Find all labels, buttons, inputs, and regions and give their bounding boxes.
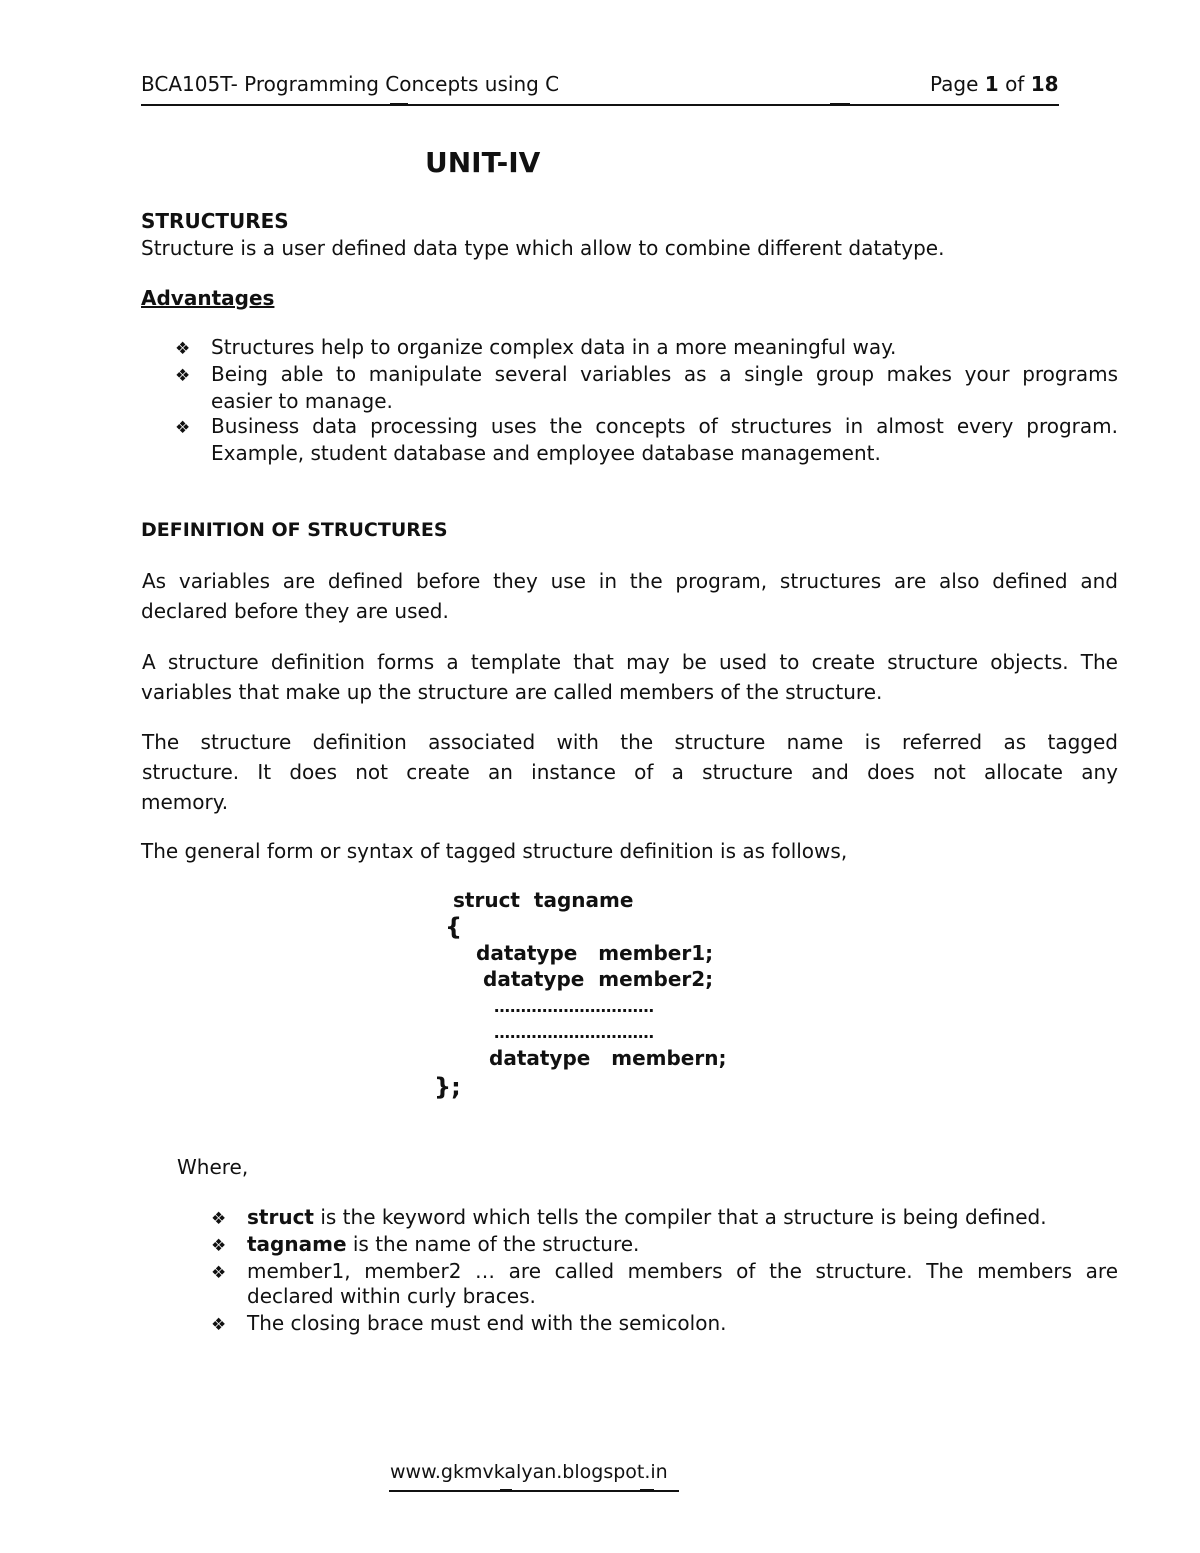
definition-para2-line2: variables that make up the structure are called members of the structure. — [141, 680, 883, 704]
header-rule — [141, 104, 1059, 106]
code-line-ellipsis-2: ………………………… — [494, 1023, 654, 1042]
diamond-bullet-icon: ❖ — [175, 418, 191, 438]
header-rule-accent-left — [390, 103, 408, 106]
diamond-bullet-icon: ❖ — [211, 1315, 227, 1335]
code-line-member1: datatype member1; — [476, 941, 714, 965]
advantage-item-3-cont: Example, student database and employee database management. — [211, 441, 881, 465]
code-line-struct: struct tagname — [453, 888, 634, 912]
definition-para3-line1: The structure definition associated with the structure name is referred as tagged — [142, 730, 1118, 754]
diamond-bullet-icon: ❖ — [175, 339, 191, 359]
where-label: Where, — [177, 1155, 249, 1179]
diamond-bullet-icon: ❖ — [211, 1236, 227, 1256]
definition-heading: DEFINITION OF STRUCTURES — [141, 519, 448, 541]
definition-para1-line1: As variables are defined before they use in the program, structures are also defined and — [142, 569, 1118, 593]
total-pages: 18 — [1030, 72, 1059, 96]
where-item-3: member1, member2 … are called members of the structure. The members are — [247, 1259, 1118, 1283]
definition-para2-line1: A structure definition forms a template that may be used to create structure objects. The — [142, 650, 1118, 674]
diamond-bullet-icon: ❖ — [211, 1263, 227, 1283]
header-course-title: BCA105T- Programming Concepts using C — [141, 72, 560, 96]
footer-rule — [389, 1490, 679, 1492]
where-item-4: The closing brace must end with the semicolon. — [247, 1311, 727, 1335]
code-line-ellipsis-1: ………………………… — [494, 997, 654, 1016]
header-rule-accent-right — [830, 103, 850, 106]
where-item-1 — [247, 1203, 1047, 1231]
unit-title: UNIT-IV — [425, 146, 541, 179]
footer-url[interactable]: www.gkmvkalyan.blogspot.in — [390, 1461, 668, 1483]
advantage-item-2-cont: easier to manage. — [211, 389, 393, 413]
code-line-member2: datatype member2; — [483, 967, 714, 991]
page-number: 1 — [984, 72, 999, 96]
diamond-bullet-icon: ❖ — [175, 366, 191, 386]
advantage-item-3: Business data processing uses the concepts of structures in almost every program. — [211, 414, 1118, 438]
structures-heading: STRUCTURES — [141, 209, 289, 233]
footer-rule-accent-right — [640, 1489, 654, 1492]
advantage-item-1: Structures help to organize complex data in a more meaningful way. — [211, 335, 897, 359]
code-line-open-brace: { — [445, 913, 463, 941]
definition-para1-line2: declared before they are used. — [141, 599, 449, 623]
header-page-indicator — [930, 71, 1059, 97]
where-item-2-term: tagname — [247, 1232, 347, 1256]
where-item-1-text: is the keyword which tells the compiler that a structure is being defined. — [313, 1205, 1047, 1229]
where-item-1-term: struct — [247, 1205, 314, 1229]
structures-intro: Structure is a user defined data type which allow to combine different datatype. — [141, 236, 945, 260]
definition-para3-line2: structure. It does not create an instance of a structure and does not allocate any — [142, 760, 1118, 784]
footer-rule-accent-left — [500, 1489, 512, 1492]
code-line-membern: datatype membern; — [489, 1046, 727, 1070]
of-label: of — [1005, 72, 1025, 96]
code-line-close-brace: }; — [434, 1073, 461, 1101]
where-item-2 — [247, 1230, 639, 1258]
where-item-3-cont: declared within curly braces. — [247, 1284, 536, 1308]
where-item-2-text: is the name of the structure. — [346, 1232, 640, 1256]
definition-para3-line3: memory. — [141, 790, 229, 814]
advantages-heading: Advantages — [141, 286, 275, 310]
advantage-item-2: Being able to manipulate several variables as a single group makes your programs — [211, 362, 1118, 386]
definition-para4: The general form or syntax of tagged structure definition is as follows, — [141, 839, 848, 863]
diamond-bullet-icon: ❖ — [211, 1209, 227, 1229]
page-label: Page — [930, 72, 979, 96]
